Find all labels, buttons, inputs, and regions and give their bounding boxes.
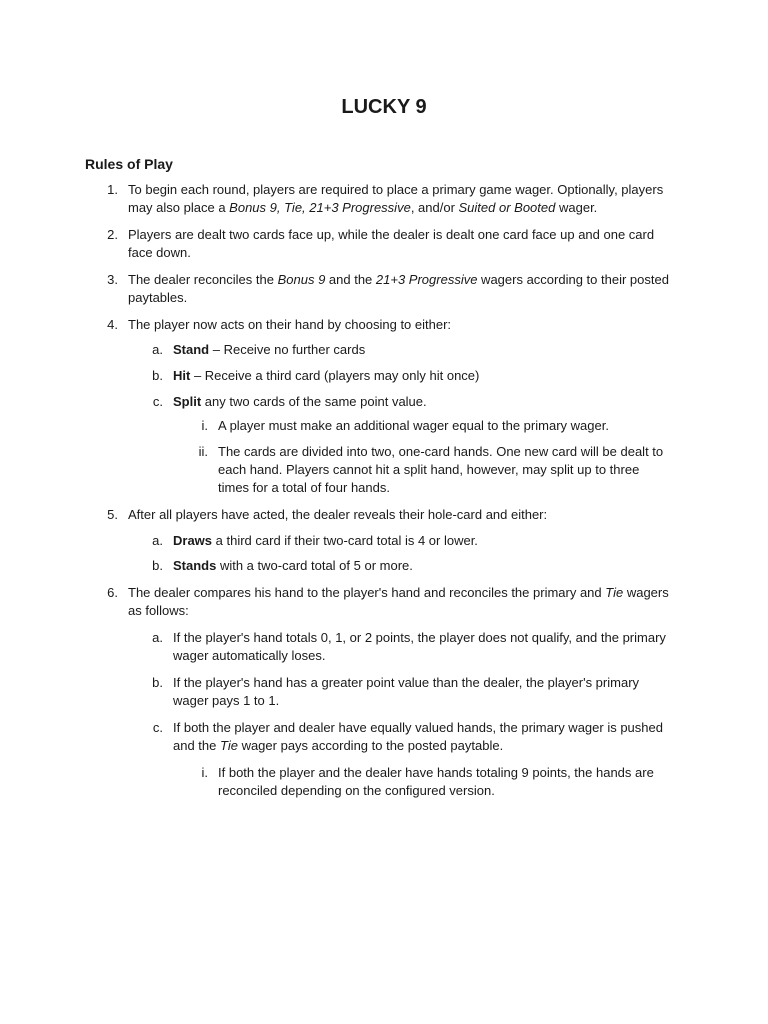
sub-item-number: c. — [152, 720, 163, 735]
subsub-item-text — [218, 443, 670, 497]
sub-item-number: b. — [152, 558, 163, 573]
text-run: wager pays according to the posted paytable. — [237, 738, 504, 753]
text-run: Players are dealt two cards face up, while the dealer is dealt one card face up and one card face down. — [128, 227, 655, 260]
text-run: After all players have acted, the dealer reveals their hole-card and either: — [128, 507, 548, 522]
section-heading: Rules of Play — [85, 156, 173, 172]
sub-item-text — [173, 674, 670, 710]
rule-item-number: 4. — [107, 317, 118, 332]
rule-item-number: 6. — [107, 585, 118, 600]
rule-item-text — [128, 181, 670, 217]
italic-term: Suited or Booted — [458, 200, 556, 215]
text-run: The dealer compares his hand to the player's hand and reconciles the primary and — [128, 585, 606, 600]
rule-item-text — [128, 271, 670, 307]
text-run: If both the player and the dealer have hands totaling 9 points, the hands are reconciled depending on the configured version. — [218, 765, 654, 798]
text-run: The dealer reconciles the — [128, 272, 278, 287]
sub-item-number: a. — [152, 533, 163, 548]
subsub-item-number: i. — [201, 765, 208, 780]
text-run: If the player's hand has a greater point value than the dealer, the player's primary wager pays 1 to 1. — [173, 675, 640, 708]
subsub-item-number: i. — [201, 418, 208, 433]
subsub-item-number: ii. — [198, 444, 208, 459]
sub-item-text — [173, 629, 670, 665]
text-run: The player now acts on their hand by choosing to either: — [128, 317, 452, 332]
sub-item-number: a. — [152, 342, 163, 357]
italic-term: 21+3 Progressive — [375, 272, 478, 287]
text-run: A player must make an additional wager equal to the primary wager. — [218, 418, 609, 433]
sub-item-text — [173, 393, 670, 411]
sub-item-text — [173, 719, 670, 755]
italic-term: Tie — [220, 738, 238, 753]
text-run: – Receive a third card (players may only hit once) — [190, 368, 480, 383]
italic-term: Tie — [605, 585, 624, 600]
sub-item-text — [173, 557, 670, 575]
rule-item-number: 2. — [107, 227, 118, 242]
text-run: with a two-card total of 5 or more. — [216, 558, 413, 573]
subsub-item-text — [218, 764, 670, 800]
sub-item-number: a. — [152, 630, 163, 645]
rule-item-text — [128, 226, 670, 262]
rule-item-text — [128, 584, 670, 620]
text-run: – Receive no further cards — [209, 342, 366, 357]
rule-item-number: 3. — [107, 272, 118, 287]
rule-item-text — [128, 316, 670, 334]
bold-term: Hit — [173, 368, 191, 383]
document-title: LUCKY 9 — [341, 96, 427, 118]
sub-item-number: b. — [152, 368, 163, 383]
rule-item-text — [128, 506, 670, 524]
bold-term: Stand — [173, 342, 210, 357]
text-run: The cards are divided into two, one-card hands. One new card will be dealt to each hand. Players cannot hit a split hand, however, may split up to three times for a total of four hands. — [218, 444, 664, 495]
text-run: , and/or — [410, 200, 459, 215]
sub-item-text — [173, 532, 670, 550]
text-run: and the — [325, 272, 376, 287]
sub-item-number: b. — [152, 675, 163, 690]
bold-term: Draws — [173, 533, 213, 548]
text-run: wagers as follows: — [128, 585, 669, 618]
text-run: wagers according to their posted paytables. — [128, 272, 669, 305]
text-run: To begin each round, players are required to place a primary game wager. Optionally, players may also place a — [128, 182, 664, 215]
subsub-item-text — [218, 417, 670, 435]
sub-item-text — [173, 367, 670, 385]
text-run: a third card if their two-card total is 4 or lower. — [212, 533, 478, 548]
italic-term: Bonus 9, Tie, 21+3 Progressive — [229, 200, 411, 215]
sub-item-text — [173, 341, 670, 359]
bold-term: Stands — [173, 558, 217, 573]
text-run: any two cards of the same point value. — [201, 394, 427, 409]
bold-term: Split — [173, 394, 202, 409]
rule-item-number: 5. — [107, 507, 118, 522]
text-run: If the player's hand totals 0, 1, or 2 points, the player does not qualify, and the primary wager automatically loses. — [173, 630, 666, 663]
text-run: wager. — [555, 200, 598, 215]
italic-term: Bonus 9 — [277, 272, 326, 287]
sub-item-number: c. — [152, 394, 163, 409]
text-run: If both the player and dealer have equally valued hands, the primary wager is pushed and the — [173, 720, 663, 753]
rule-item-number: 1. — [107, 182, 118, 197]
